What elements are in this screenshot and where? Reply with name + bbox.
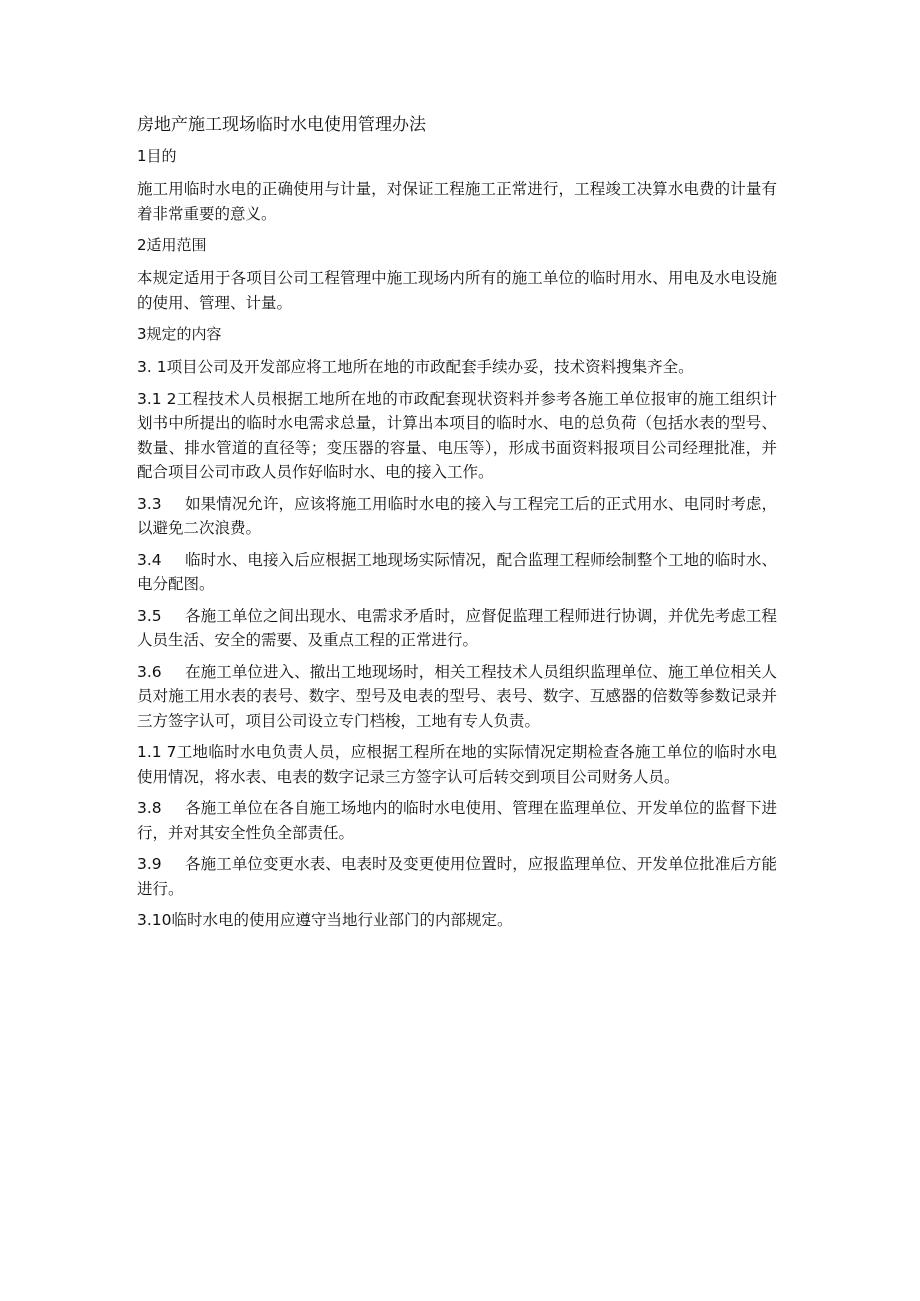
item-number: 3.10 [137,911,172,929]
list-item-3-1 [137,355,777,380]
list-item-3-8 [137,796,777,845]
list-item-3-9 [137,852,777,901]
item-text: 工地临时水电负责人员，应根据工程所在地的实际情况定期检查各施工单位的临时水电使用情况，将水表、电表的数字记录三方签字认可后转交到项目公司财务人员。 [137,743,777,786]
item-text: 各施工单位变更水表、电表时及变更使用位置时，应报监理单位、开发单位批准后方能进行。 [137,855,777,898]
document-title: 房地产施工现场临时水电使用管理办法 [137,115,426,135]
item-number: 3.8 [137,799,162,817]
purpose-paragraph: 施工用临时水电的正确使用与计量，对保证工程施工正常进行，工程竣工决算水电费的计量有着非常重要的意义。 [137,180,777,223]
list-item-1-1-7 [137,740,777,789]
list-item-3-1-2 [137,387,777,485]
item-number: 3.9 [137,855,162,873]
item-text: 如果情况允许，应该将施工用临时水电的接入与工程完工后的正式用水、电同时考虑，以避免二次浪费。 [137,494,777,537]
list-item-3-4 [137,548,777,597]
list-item-3-5 [137,604,777,653]
item-number: 3.4 [137,550,162,569]
document-body [137,113,777,940]
item-text: 在施工单位进入、撤出工地现场时，相关工程技术人员组织监理单位、施工单位相关人员对施工用水表的表号、数字、型号及电表的型号、表号、数字、互感器的倍数等参数记录并三方签字认可，项目公司设立专门档梭，工地有专人负责。 [137,662,777,730]
item-text: 各施工单位之间出现水、电需求矛盾时，应督促监理工程师进行协调，并优先考虑工程人员生活、安全的需要、及重点工程的正常进行。 [137,606,777,649]
item-text: 临时水、电接入后应根据工地现场实际情况，配合监理工程师绘制整个工地的临时水、电分配图。 [137,550,777,593]
item-text: 临时水电的使用应遵守当地行业部门的内部规定。 [171,911,513,929]
section-heading-content: 3规定的内容 [137,325,222,343]
scope-paragraph: 本规定适用于各项目公司工程管理中施工现场内所有的施工单位的临时用水、用电及水电设施的使用、管理、计量。 [137,269,777,312]
item-text: 项目公司及开发部应将工地所在地的市政配套手续办妥，技术资料搜集齐全。 [166,358,694,376]
item-text: 各施工单位在各自施工场地内的临时水电使用、管理在监理单位、开发单位的监督下进行，并对其安全性负全部责任。 [137,799,777,842]
item-number: 3.5 [137,606,162,625]
section-heading-purpose: 1目的 [137,147,177,165]
item-number: 3.1 2 [137,389,177,408]
list-item-3-3 [137,492,777,541]
section-heading-scope: 2适用范围 [137,236,207,254]
item-number: 1.1 7 [137,743,177,761]
list-item-3-10 [137,908,777,933]
item-number: 3. 1 [137,358,167,376]
list-item-3-6 [137,660,777,734]
item-number: 3.3 [137,494,162,513]
item-text: 工程技术人员根据工地所在地的市政配套现状资料并参考各施工单位报审的施工组织计划书中所提出的临时水电需求总量，计算出本项目的临时水、电的总负荷（包括水表的型号、数量、排水管道的直径等；变压器的容量、电压等），形成书面资料报项目公司经理批准，并配合项目公司市政人员作好临时水、电的接入工作。 [137,389,777,481]
item-number: 3.6 [137,662,162,681]
